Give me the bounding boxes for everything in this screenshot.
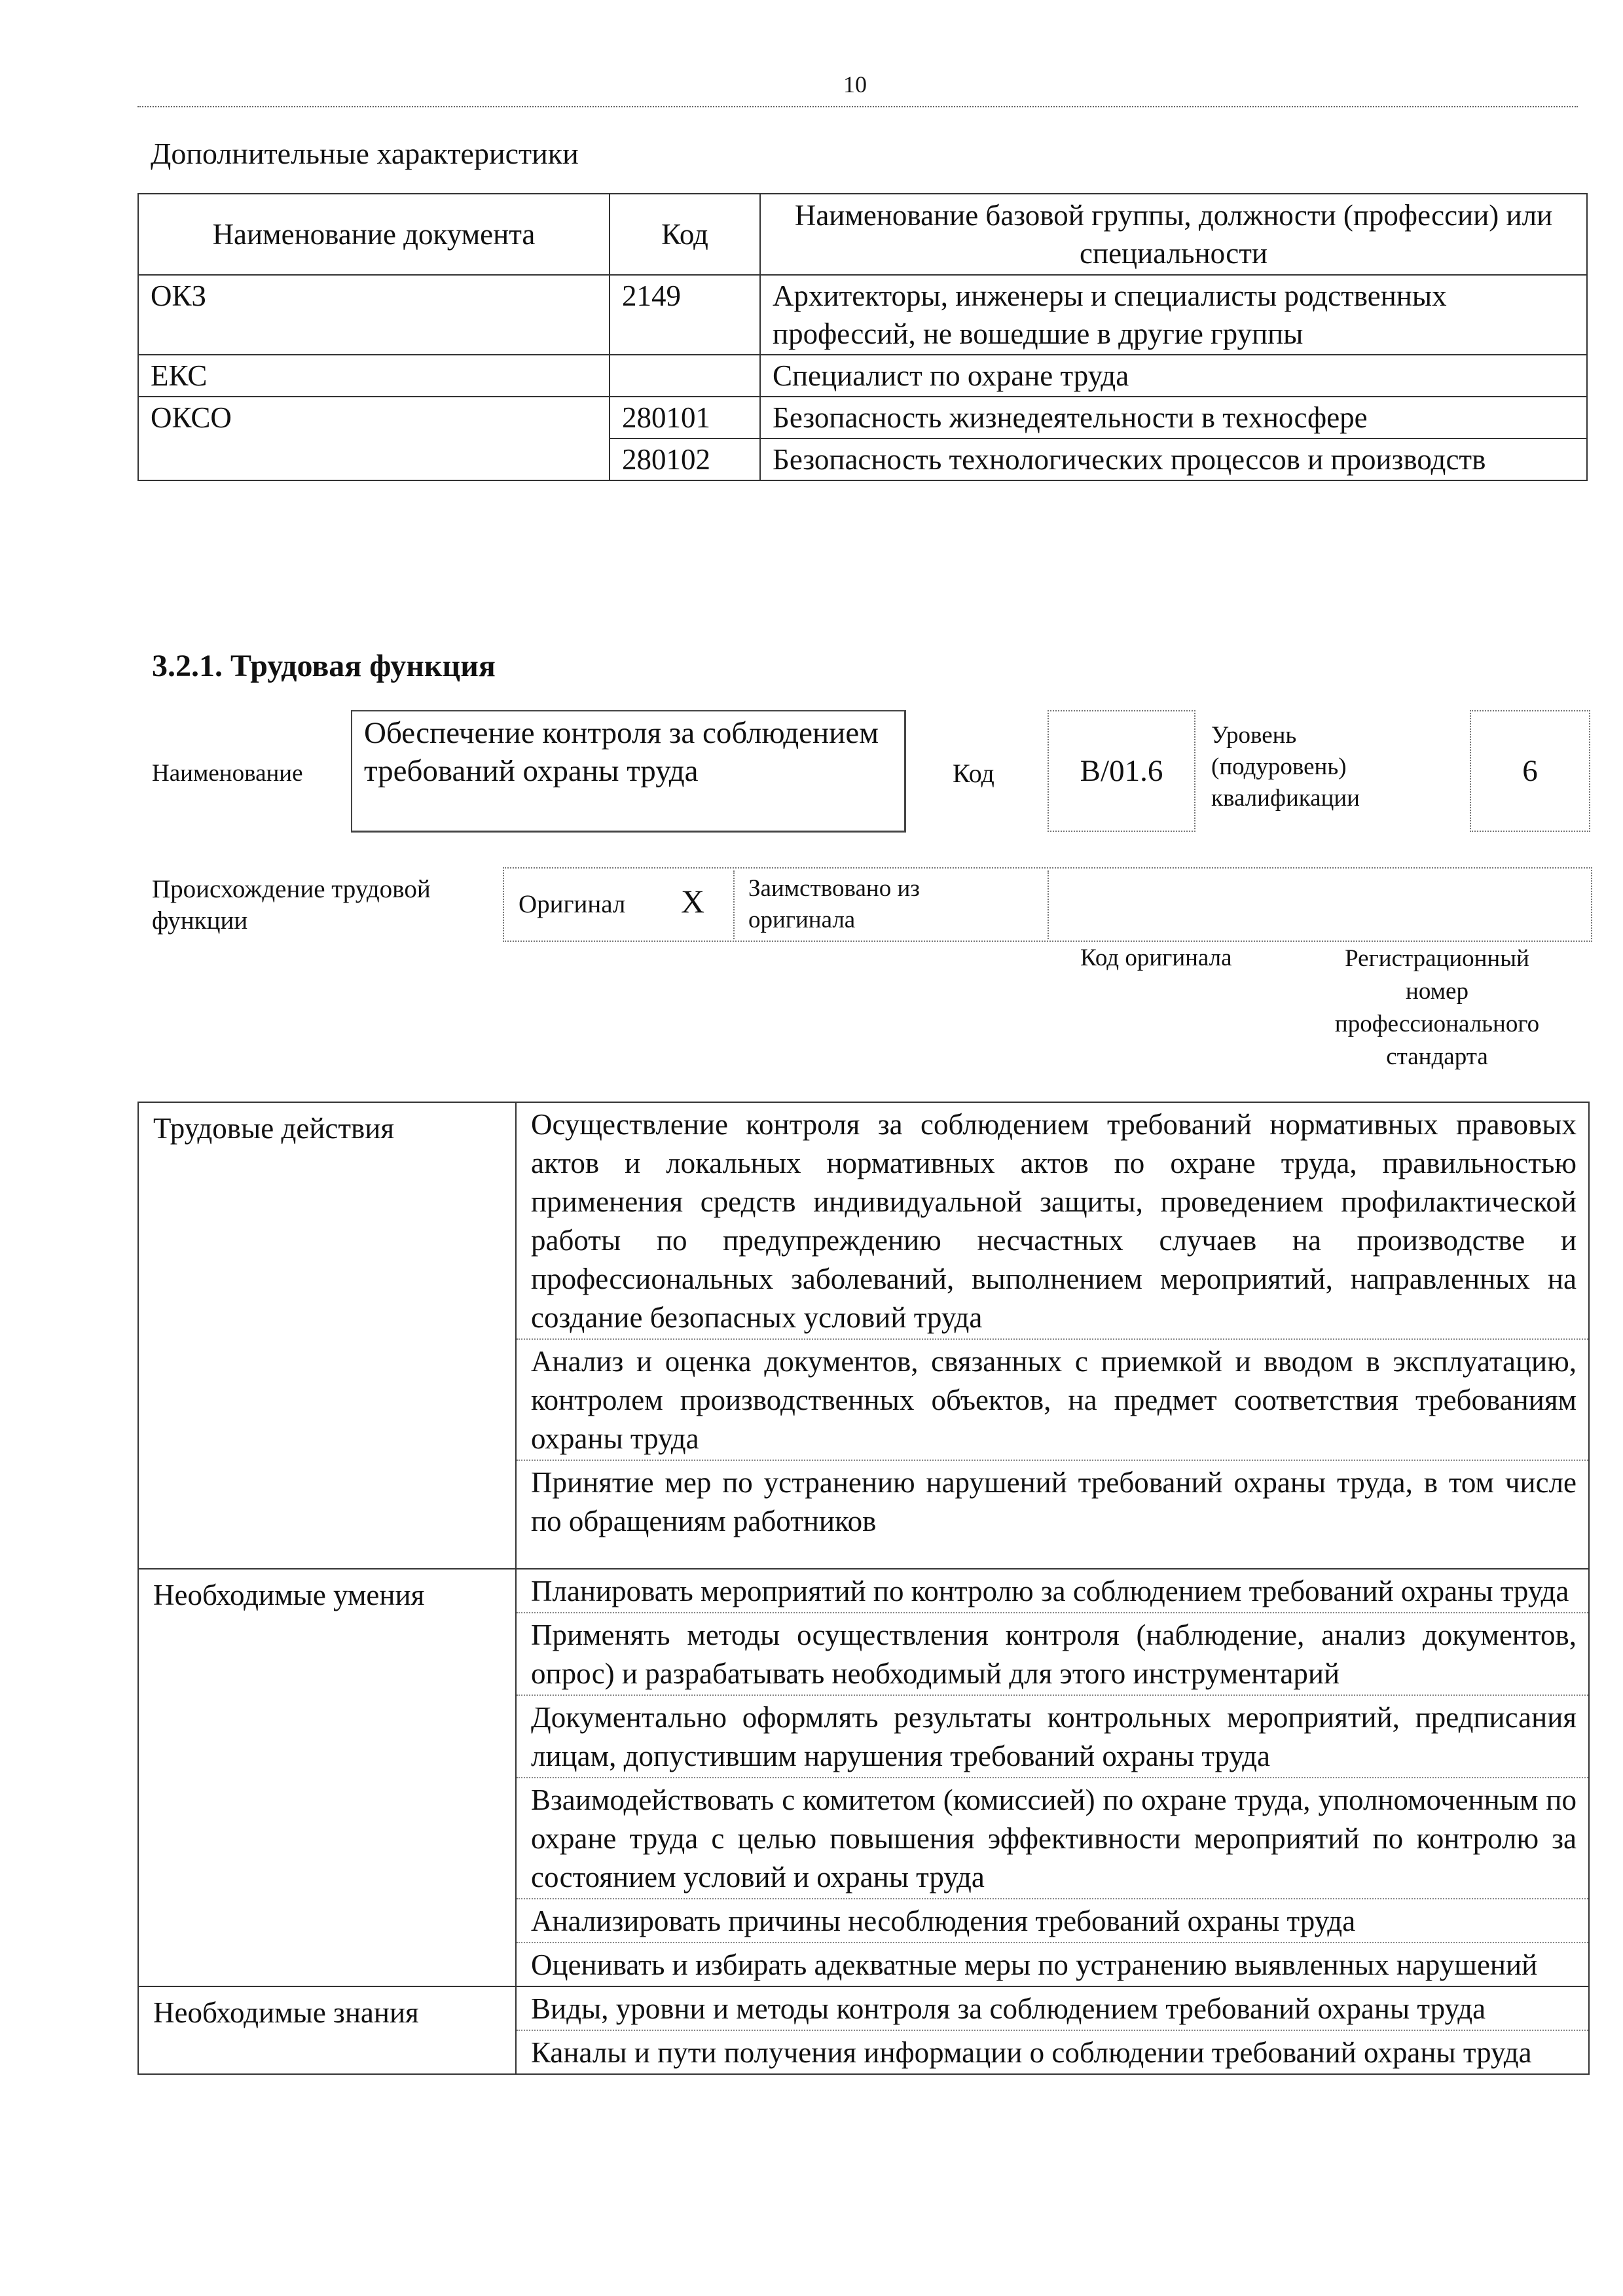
page-number: 10 — [843, 71, 867, 98]
code-label: Код — [953, 759, 994, 788]
cell-code — [610, 355, 760, 397]
level-value-box — [1470, 710, 1590, 832]
table-row — [138, 1986, 1589, 2030]
header-name: Наименование базовой группы, должности (профессии) или специальности — [760, 194, 1587, 275]
section-title: Дополнительные характеристики — [151, 137, 579, 170]
cell-name: Специалист по охране труда — [760, 355, 1587, 397]
cell-doc: ОКСО — [138, 397, 610, 480]
knowledge-item: Виды, уровни и методы контроля за соблюдением требований охраны труда — [516, 1986, 1589, 2030]
cell-code: 2149 — [610, 275, 760, 355]
cell-code: 280102 — [610, 439, 760, 480]
table-row — [138, 397, 1587, 439]
original-label: Оригинал — [519, 890, 626, 918]
actions-label: Трудовые действия — [138, 1102, 516, 1569]
cell-name: Архитекторы, инженеры и специалисты родственных профессий, не вошедшие в другие группы — [760, 275, 1587, 355]
header-doc: Наименование документа — [138, 194, 610, 275]
level-value: 6 — [1522, 754, 1538, 788]
origin-label: Происхождение трудовой функции — [152, 875, 431, 935]
name-value-box — [351, 710, 906, 833]
reg-number-label: Регистрационный номер профессионального стандарта — [1334, 945, 1540, 1070]
code-original-label: Код оригинала — [1080, 944, 1232, 971]
origin-divider — [733, 870, 735, 939]
code-value-box — [1048, 710, 1195, 832]
knowledge-item: Каналы и пути получения информации о соблюдении требований охраны труда — [531, 2036, 1532, 2069]
name-label: Наименование — [152, 760, 303, 787]
table-row — [138, 275, 1587, 355]
cell-name: Безопасность технологических процессов и производств — [760, 439, 1587, 480]
cell-doc: ОКЗ — [138, 275, 610, 355]
skill-item: Взаимодействовать с комитетом (комиссией) по охране труда, уполномоченным по охране труда с целью повышения эффективности мероприятий по контролю за состоянием условий и охраны труда — [516, 1778, 1589, 1899]
skill-item: Документально оформлять результаты контрольных мероприятий, предписания лицам, допустившим нарушения требований охраны труда — [516, 1695, 1589, 1778]
skill-item: Оценивать и избирать адекватные меры по устранению выявленных нарушений — [531, 1948, 1538, 1981]
function-title: 3.2.1. Трудовая функция — [152, 649, 496, 683]
action-item: Принятие мер по устранению нарушений требований охраны труда, в том числе по обращениям работников — [531, 1466, 1577, 1537]
name-value: Обеспечение контроля за соблюдением требований охраны труда — [364, 716, 879, 788]
cell-code: 280101 — [610, 397, 760, 439]
function-details-table — [137, 1102, 1590, 2075]
skill-item: Применять методы осуществления контроля (наблюдение, анализ документов, опрос) и разрабатывать необходимый для этого инструментарий — [516, 1613, 1589, 1695]
table-row — [138, 1102, 1589, 1339]
level-label: Уровень (подуровень) квалификации — [1211, 722, 1360, 812]
additional-characteristics-table — [137, 193, 1588, 481]
table-row — [138, 1569, 1589, 1613]
original-mark: X — [681, 883, 705, 920]
skill-item: Анализировать причины несоблюдения требований охраны труда — [516, 1899, 1589, 1943]
knowledge-label: Необходимые знания — [138, 1986, 516, 2074]
table-header-row — [138, 194, 1587, 275]
skill-item: Планировать мероприятий по контролю за соблюдением требований охраны труда — [516, 1569, 1589, 1613]
borrowed-label: Заимствовано из оригинала — [748, 875, 920, 933]
action-item: Осуществление контроля за соблюдением требований нормативных правовых актов и локальных нормативных актов по охране труда, правильностью применения средств индивидуальной защиты, проведением профилактической работы по предупреждению несчастных случаев на производстве и профессиональных заболеваний, выполнением мероприятий, направленных на создание безопасных условий труда — [516, 1102, 1589, 1339]
table-row — [138, 355, 1587, 397]
action-item: Анализ и оценка документов, связанных с приемкой и вводом в эксплуатацию, контролем производственных объектов, на предмет соответствия требованиям охраны труда — [516, 1339, 1589, 1460]
skills-label: Необходимые умения — [138, 1569, 516, 1986]
header-code: Код — [610, 194, 760, 275]
cell-doc: ЕКС — [138, 355, 610, 397]
origin-divider — [1048, 870, 1049, 939]
code-value: B/01.6 — [1080, 754, 1163, 788]
header-divider — [137, 106, 1578, 107]
cell-name: Безопасность жизнедеятельности в техносфере — [760, 397, 1587, 439]
